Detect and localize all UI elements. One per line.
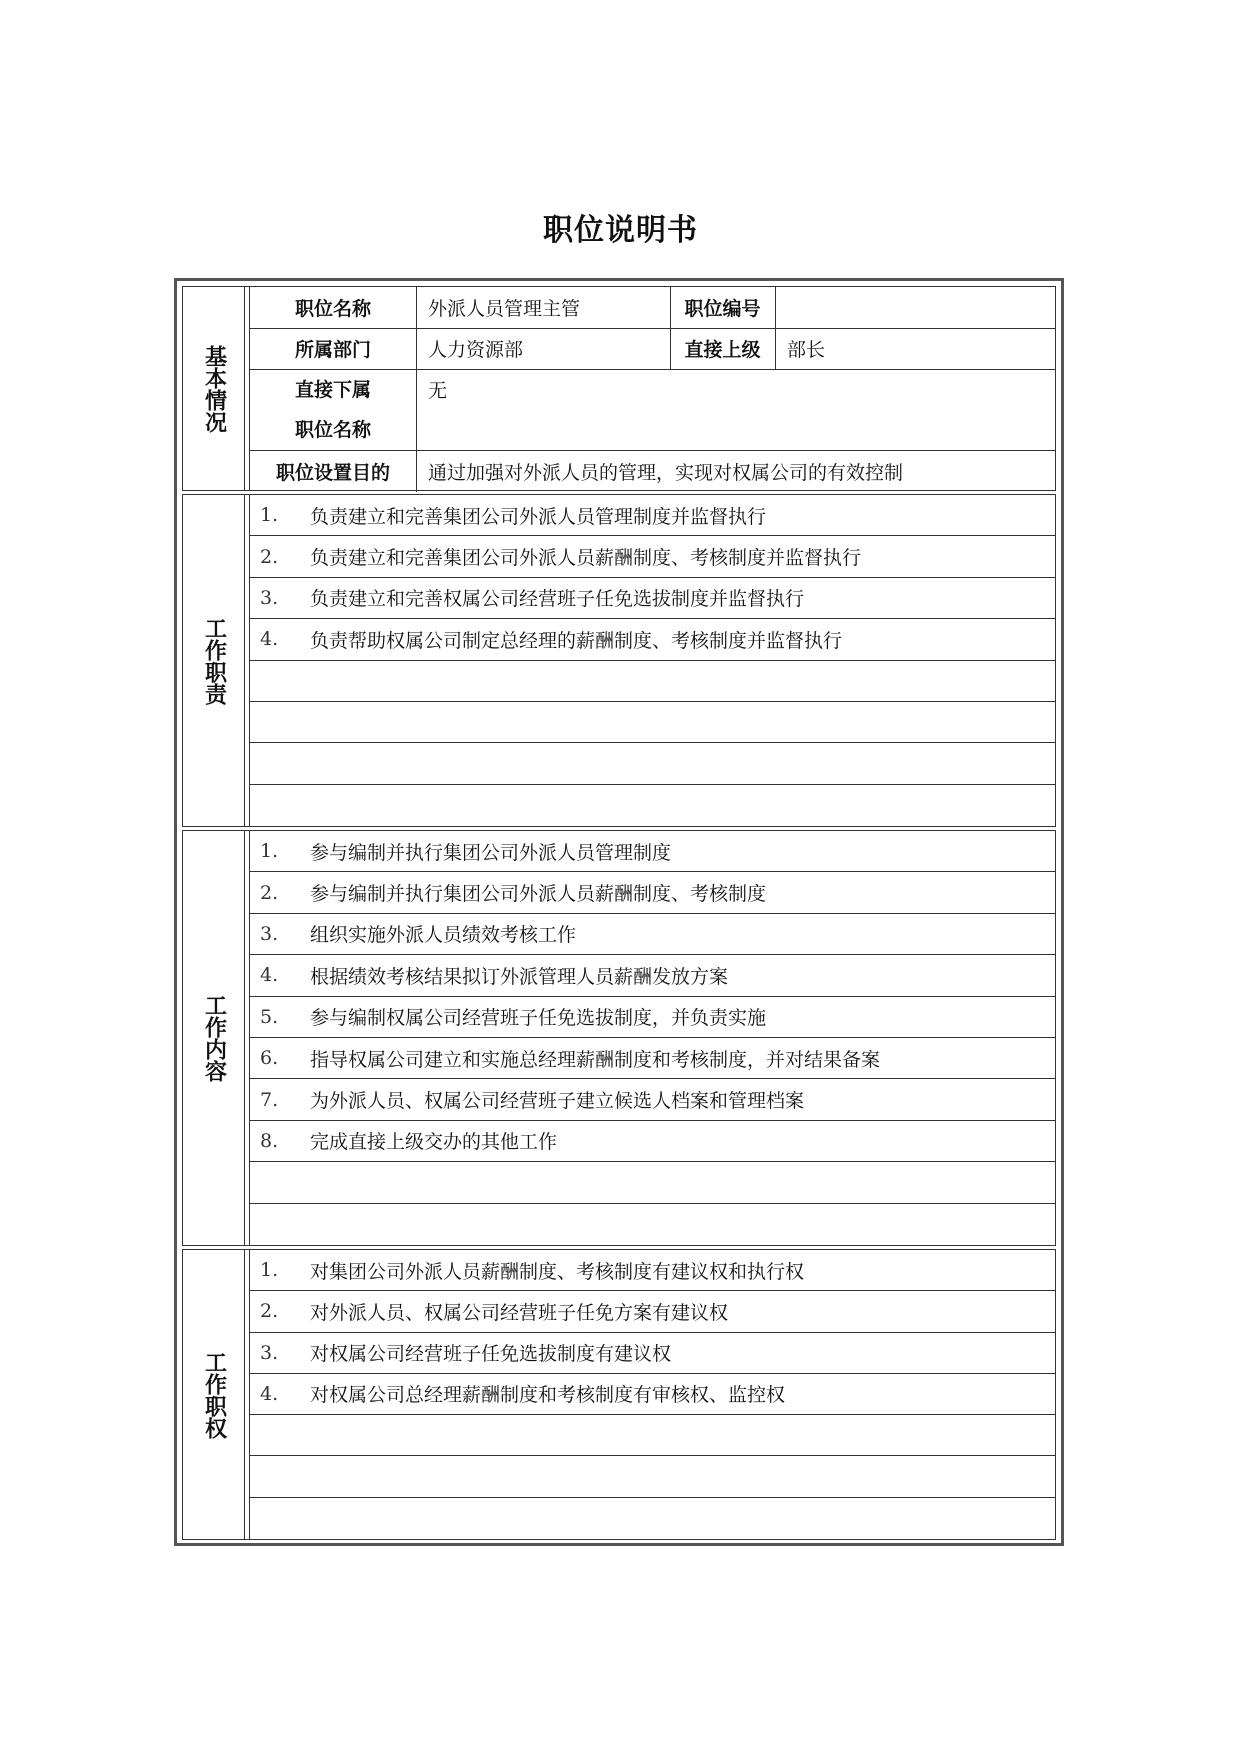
row-text: 对外派人员、权属公司经营班子任免方案有建议权 xyxy=(310,1301,729,1324)
table-row xyxy=(250,661,1055,702)
row-text: 负责帮助权属公司制定总经理的薪酬制度、考核制度并监督执行 xyxy=(310,629,843,652)
position-name-label: 职位名称 xyxy=(294,298,371,320)
content-section xyxy=(182,830,1056,1246)
table-row xyxy=(250,1250,1055,1291)
table-row xyxy=(250,1456,1055,1497)
table-row xyxy=(250,536,1055,577)
table-row xyxy=(250,1121,1055,1162)
position-code-value xyxy=(775,287,1055,328)
department-value: 人力资源部 xyxy=(428,339,524,361)
row-text: 完成直接上级交办的其他工作 xyxy=(310,1131,558,1154)
row-number: 2. xyxy=(260,545,279,568)
table-row xyxy=(250,955,1055,996)
row-text: 负责建立和完善集团公司外派人员管理制度并监督执行 xyxy=(310,505,767,528)
row-number: 5. xyxy=(260,1005,279,1028)
purpose-value: 通过加强对外派人员的管理，实现对权属公司的有效控制 xyxy=(428,461,904,484)
duties-label: 工作职责 xyxy=(183,495,245,826)
basic-info-body xyxy=(249,287,1055,490)
table-row xyxy=(250,1415,1055,1456)
table-row xyxy=(250,702,1055,743)
table-row xyxy=(250,785,1055,826)
table-row xyxy=(250,1498,1055,1539)
table-row xyxy=(250,619,1055,660)
row-number: 1. xyxy=(260,840,279,863)
row-number: 1. xyxy=(260,1259,279,1282)
authority-section xyxy=(182,1249,1056,1540)
position-name-value: 外派人员管理主管 xyxy=(428,298,581,320)
page-title: 职位说明书 xyxy=(543,213,698,248)
table-row xyxy=(250,872,1055,913)
table-row xyxy=(250,743,1055,784)
table-row xyxy=(250,1038,1055,1079)
position-code-label: 职位编号 xyxy=(684,298,761,320)
row-text: 组织实施外派人员绩效考核工作 xyxy=(310,924,577,947)
table-row xyxy=(250,495,1055,536)
subordinate-label-line1: 直接下属 xyxy=(294,378,371,401)
basic-info-label: 基本情况 xyxy=(183,287,245,490)
row-text: 负责建立和完善集团公司外派人员薪酬制度、考核制度并监督执行 xyxy=(310,547,862,570)
row-number: 2. xyxy=(260,1300,279,1323)
row-number: 4. xyxy=(260,628,279,651)
department-label: 所属部门 xyxy=(294,339,371,361)
table-row xyxy=(250,831,1055,872)
row-number: 4. xyxy=(260,964,279,987)
row-text: 负责建立和完善权属公司经营班子任免选拔制度并监督执行 xyxy=(310,588,805,611)
row-text: 为外派人员、权属公司经营班子建立候选人档案和管理档案 xyxy=(310,1090,805,1113)
table-row xyxy=(250,1204,1055,1245)
subordinate-label xyxy=(250,369,416,450)
row-text: 参与编制并执行集团公司外派人员薪酬制度、考核制度 xyxy=(310,883,767,906)
basic-info-section xyxy=(182,286,1056,491)
table-row xyxy=(250,1162,1055,1203)
row-number: 8. xyxy=(260,1129,279,1152)
row-number: 3. xyxy=(260,586,279,609)
table-row xyxy=(250,1291,1055,1332)
table-row xyxy=(250,1079,1055,1120)
table-row xyxy=(250,997,1055,1038)
row-text: 参与编制并执行集团公司外派人员管理制度 xyxy=(310,841,672,864)
row-text: 对集团公司外派人员薪酬制度、考核制度有建议权和执行权 xyxy=(310,1260,805,1283)
supervisor-value: 部长 xyxy=(787,339,826,361)
row-text: 参与编制权属公司经营班子任免选拔制度，并负责实施 xyxy=(310,1007,767,1030)
table-row xyxy=(250,1374,1055,1415)
table-row xyxy=(250,578,1055,619)
row-number: 4. xyxy=(260,1382,279,1405)
table-row xyxy=(250,914,1055,955)
duties-section xyxy=(182,494,1056,827)
supervisor-label: 直接上级 xyxy=(684,339,761,361)
row-number: 7. xyxy=(260,1088,279,1111)
job-description-table xyxy=(174,278,1064,1546)
row-number: 3. xyxy=(260,922,279,945)
row-number: 6. xyxy=(260,1047,279,1070)
row-text: 根据绩效考核结果拟订外派管理人员薪酬发放方案 xyxy=(310,965,729,988)
purpose-label: 职位设置目的 xyxy=(275,461,390,484)
subordinate-value: 无 xyxy=(428,379,448,402)
duties-list xyxy=(249,495,1055,826)
authority-list xyxy=(249,1250,1055,1539)
row-text: 指导权属公司建立和实施总经理薪酬制度和考核制度，并对结果备案 xyxy=(310,1048,881,1071)
row-text: 对权属公司总经理薪酬制度和考核制度有审核权、监控权 xyxy=(310,1384,786,1407)
row-number: 2. xyxy=(260,881,279,904)
row-number: 1. xyxy=(260,504,279,527)
content-list xyxy=(249,831,1055,1245)
subordinate-label-line2: 职位名称 xyxy=(294,418,371,441)
authority-label: 工作职权 xyxy=(183,1250,245,1539)
row-text: 对权属公司经营班子任免选拔制度有建议权 xyxy=(310,1343,672,1366)
row-number: 3. xyxy=(260,1341,279,1364)
content-label: 工作内容 xyxy=(183,831,245,1245)
table-row xyxy=(250,1333,1055,1374)
